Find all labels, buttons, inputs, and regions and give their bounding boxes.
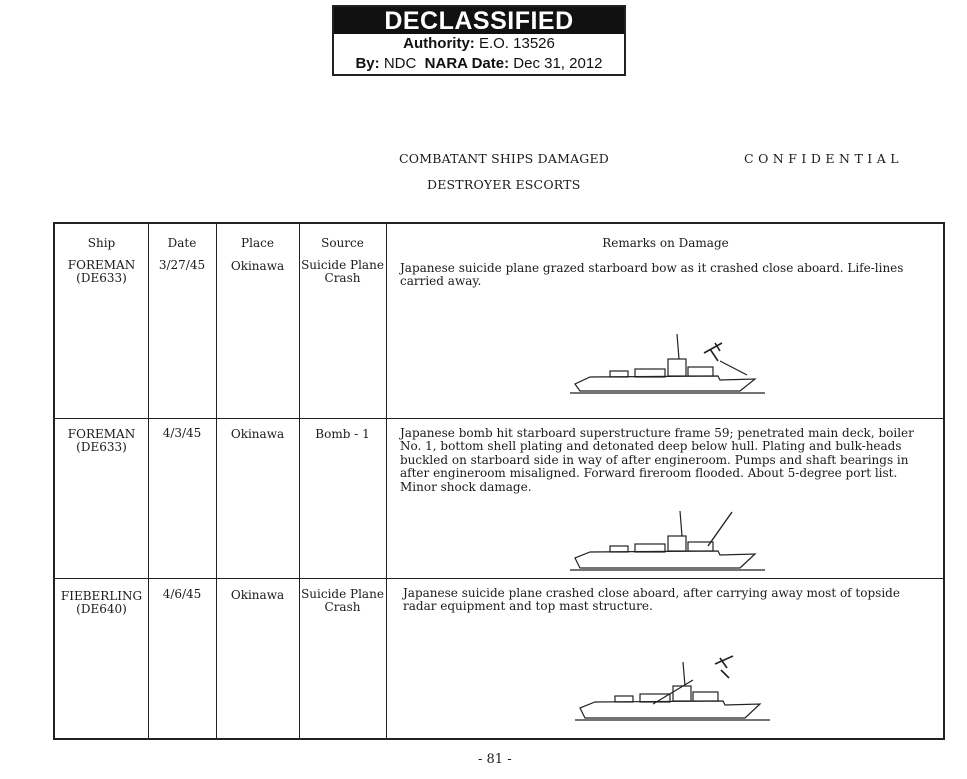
place-cell: Okinawa [230,427,285,441]
source-line-1: Suicide Plane [301,587,384,601]
stamp-by-label: By: [355,55,380,72]
classification-marking: CONFIDENTIAL [744,151,904,166]
stamp-nara-label: NARA Date: [424,55,510,72]
col-header-ship: Ship [87,236,116,250]
page-title: COMBATANT SHIPS DAMAGED [399,151,610,166]
stamp-nara-value: Dec 31, 2012 [513,55,603,72]
date-cell: 4/6/45 [162,587,202,601]
remarks-cell: Japanese bomb hit starboard superstructure frame 59; penetrated main deck, boiler No. 1, bottom shell plating and detonated deep below hull. Plating and bulk-heads buckled on starboard side in way of after engineroom. Pumps and shaft bearings in after engineroom misaligned. Forward fireroom flooded. About 5-degree port list. Minor shock damage. [400,426,914,494]
source-line-1: Suicide Plane [301,258,384,272]
source-cell [299,259,386,285]
source-line-1: Bomb - 1 [315,427,370,441]
source-cell [299,428,386,441]
stamp-authority-label: Authority: [403,35,475,52]
ship-silhouette-drawing [570,506,770,578]
stamp-nara [334,54,624,74]
ship-name-text: FIEBERLING [60,589,143,603]
source-line-2: Crash [324,600,361,614]
stamp-by-value: NDC [383,55,417,72]
stamp-authority-value: E.O. 13526 [478,35,555,52]
place-cell: Okinawa [230,259,285,273]
date-cell: 4/3/45 [162,426,202,440]
col-header-date: Date [167,236,197,250]
ship-name [55,259,148,285]
page-subtitle: DESTROYER ESCORTS [427,177,581,192]
source-cell [299,588,386,614]
ship-name [55,428,148,454]
remarks-cell: Japanese suicide plane crashed close aboard, after carrying away most of topside radar equipment and top mast structure. [403,586,900,614]
page-number: - 81 - [478,752,512,767]
ship-name-text: FOREMAN [67,427,136,441]
source-line-2: Crash [324,271,361,285]
hull-number: (DE640) [76,602,127,616]
place-cell: Okinawa [230,588,285,602]
stamp-title: DECLASSIFIED [334,7,624,34]
date-cell: 3/27/45 [158,258,206,272]
hull-number: (DE633) [76,440,127,454]
ship-name-text: FOREMAN [67,258,136,272]
damage-table [53,222,945,740]
remarks-cell: Japanese suicide plane grazed starboard bow as it crashed close aboard. Life-lines carried away. [400,261,904,289]
stamp-authority [334,34,624,54]
ship-name [55,590,148,616]
col-header-remarks: Remarks on Damage [602,236,729,250]
hull-number: (DE633) [76,271,127,285]
col-header-place: Place [241,236,274,250]
declassified-stamp [332,5,626,76]
ship-silhouette-drawing [570,329,770,401]
col-header-source: Source [321,236,364,250]
ship-silhouette-drawing [575,652,775,724]
